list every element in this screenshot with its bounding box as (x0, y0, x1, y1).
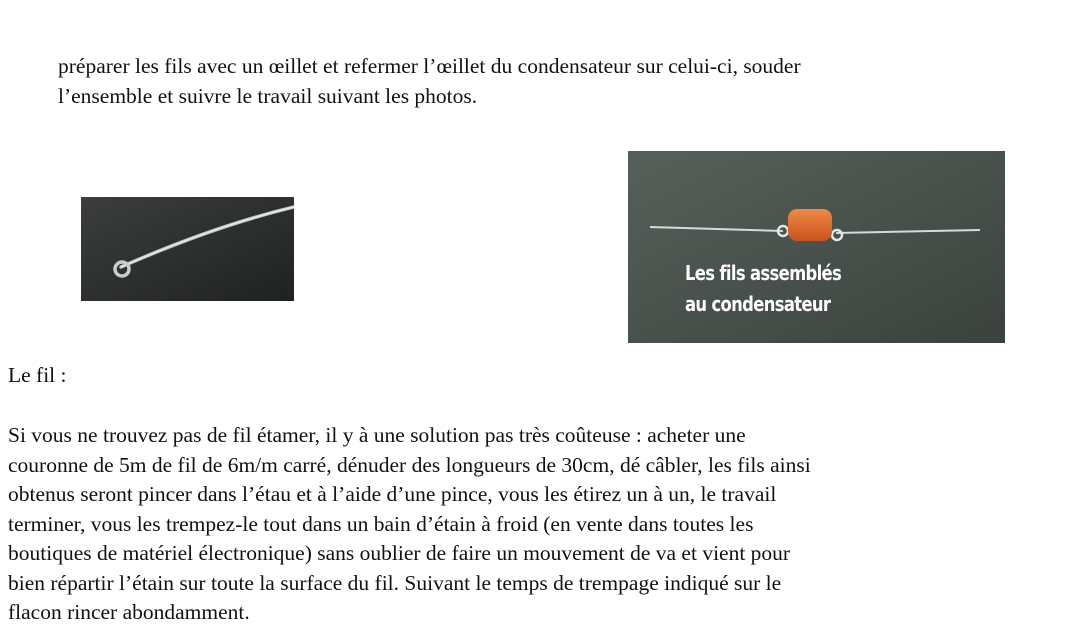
wire-eyelet-illustration (81, 197, 294, 301)
section-label: Le fil : (8, 363, 67, 387)
intro-paragraph (58, 52, 801, 111)
caption-line: Les fils assemblés (685, 261, 842, 285)
body-line: Si vous ne trouvez pas de fil étamer, il y à une solution pas très coûteuse : acheter une (8, 423, 746, 447)
photo-caption (685, 258, 841, 320)
body-line: obtenus seront pincer dans l’étau et à l’aide d’une pince, vous les étirez un à un, le travail (8, 482, 777, 506)
wire-eyelet-photo (81, 197, 294, 301)
capacitor-assembly-photo (628, 151, 1005, 343)
body-line: couronne de 5m de fil de 6m/m carré, dénuder des longueurs de 30cm, dé câbler, les fils ainsi (8, 452, 811, 477)
body-line: bien répartir l’étain sur toute la surface du fil. Suivant le temps de trempage indiqué sur le (8, 570, 782, 595)
body-line: boutiques de matériel électronique) sans oublier de faire un mouvement de va et vient pour (8, 541, 791, 565)
body-line: flacon rincer abondamment. (8, 600, 250, 624)
caption-line: au condensateur (685, 292, 831, 316)
body-paragraph (8, 421, 811, 628)
intro-line: préparer les fils avec un œillet et refermer l’œillet du condensateur sur celui-ci, souder (58, 54, 801, 78)
body-line: terminer, vous les trempez-le tout dans un bain d’étain à froid (en vente dans toutes les (8, 511, 754, 536)
intro-line: l’ensemble et suivre le travail suivant les photos. (58, 83, 478, 108)
